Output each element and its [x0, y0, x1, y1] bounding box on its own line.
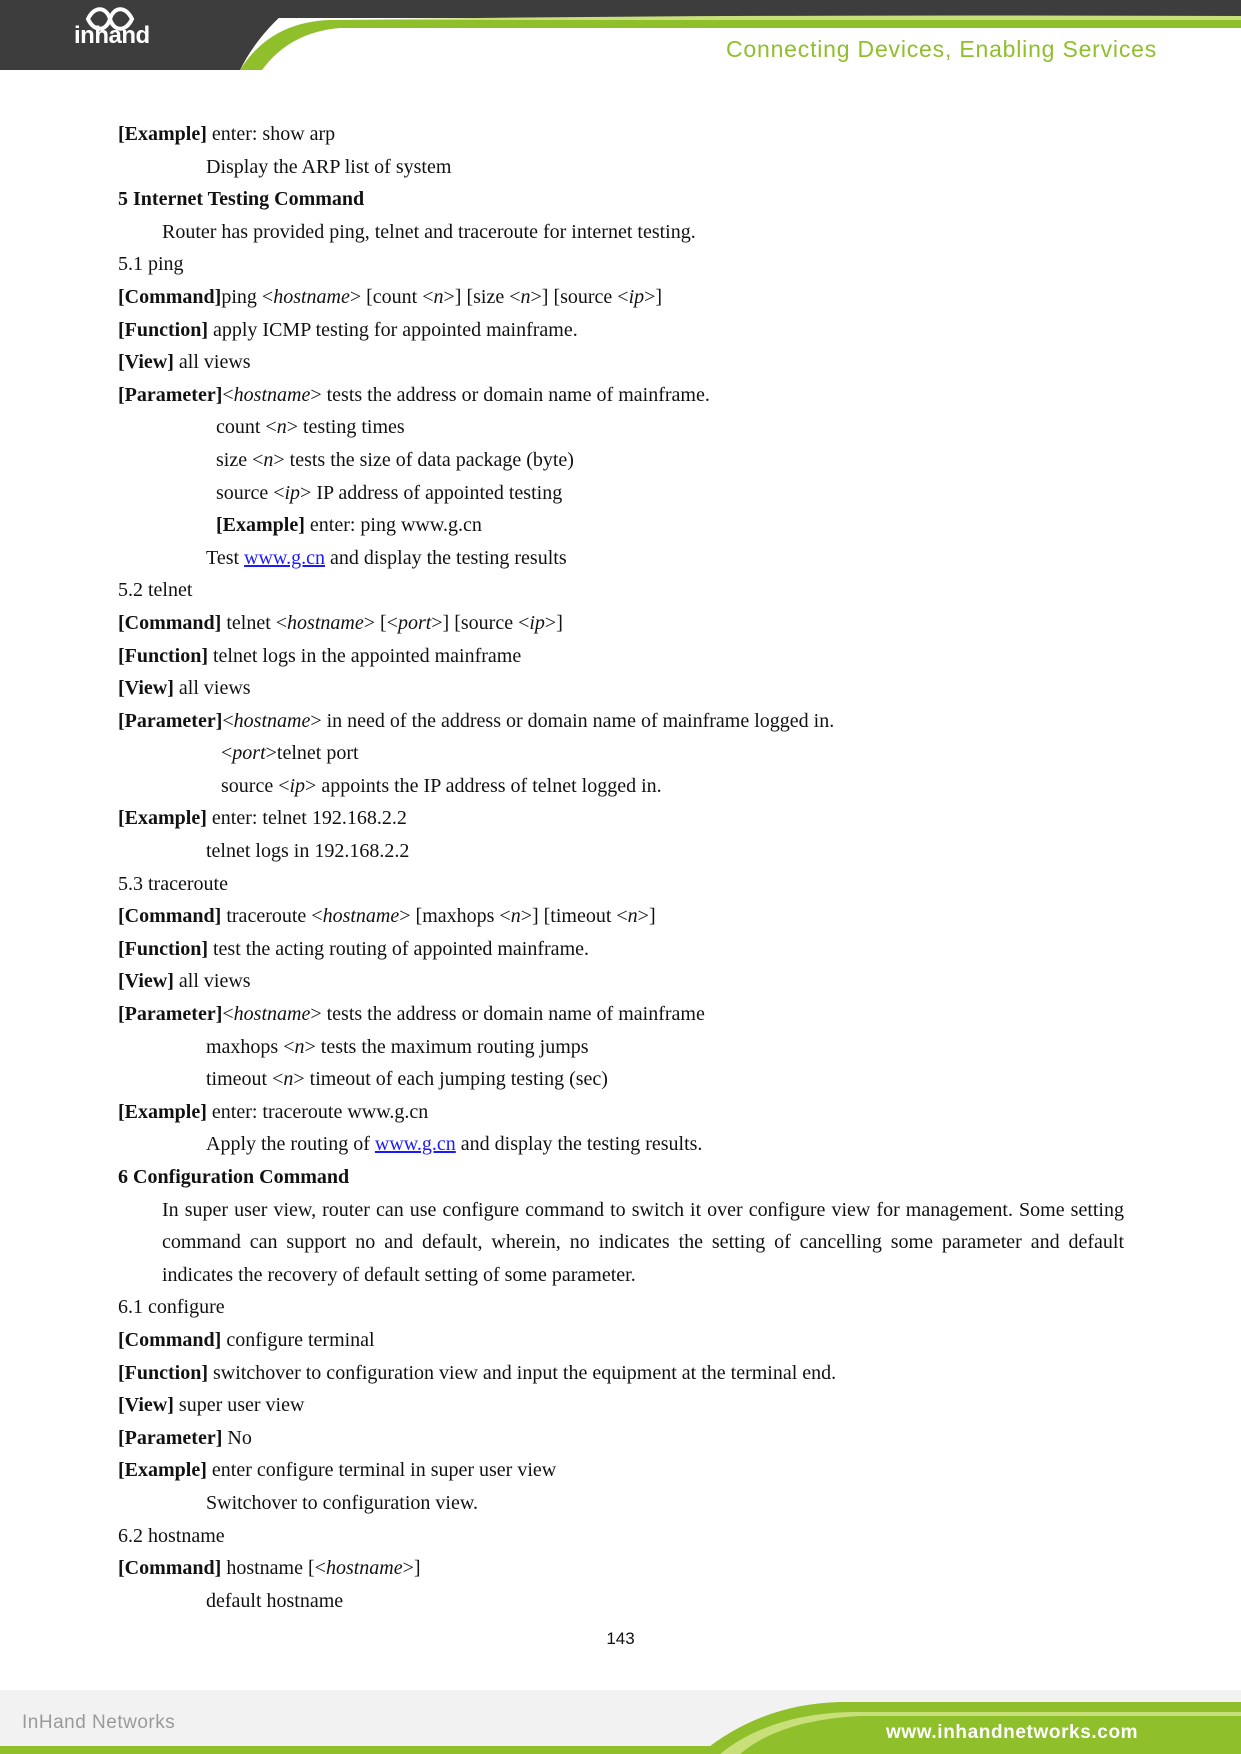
parameter-detail: size <n> tests the size of data package (byte) [216, 448, 574, 471]
command-line: [Command]ping <hostname> [count <n>] [size <n>] [source <ip>] [118, 285, 663, 308]
description-line: Apply the routing of www.g.cn and display the testing results. [206, 1133, 703, 1156]
logo-text: inhand [74, 22, 150, 49]
www-g-cn-link[interactable]: www.g.cn [244, 546, 325, 569]
subsection-heading: 5.2 telnet [118, 579, 193, 602]
section-heading: 6 Configuration Command [118, 1166, 350, 1188]
example-line: [Example] enter: traceroute www.g.cn [118, 1100, 429, 1123]
subsection-heading: 5.1 ping [118, 253, 184, 276]
page-number: 143 [606, 1629, 635, 1648]
parameter-line: [Parameter]<hostname> tests the address or domain name of mainframe [118, 1003, 705, 1026]
example-line: [Example] enter configure terminal in super user view [118, 1459, 557, 1482]
section-paragraph: In super user view, router can use configure command to switch it over configure view for management. Some setting command can support no and default, wherein, no indicates the setting of cancelling some parameter and default indicates the recovery of default setting of some parameter. [162, 1198, 1124, 1286]
function-line: [Function] apply ICMP testing for appointed mainframe. [118, 318, 578, 341]
parameter-line: [Parameter] No [118, 1426, 252, 1449]
section-heading: 5 Internet Testing Command [118, 188, 365, 211]
subsection-heading: 5.3 traceroute [118, 872, 228, 895]
view-line: [View] all views [118, 970, 251, 993]
header-tagline: Connecting Devices, Enabling Services [726, 36, 1158, 62]
example-line: [Example] enter: show arp [118, 123, 336, 145]
parameter-line: [Parameter]<hostname> tests the address or domain name of mainframe. [118, 383, 710, 406]
parameter-line: [Parameter]<hostname> in need of the address or domain name of mainframe logged in. [118, 709, 835, 732]
example-line: [Example] enter: ping www.g.cn [216, 514, 482, 537]
document-body [118, 118, 1124, 1617]
view-line: [View] all views [118, 351, 251, 374]
function-line: [Function] test the acting routing of appointed mainframe. [118, 937, 589, 960]
command-line: [Command] configure terminal [118, 1328, 375, 1351]
subsection-heading: 6.2 hostname [118, 1524, 225, 1547]
view-line: [View] super user view [118, 1394, 305, 1417]
function-line: [Function] telnet logs in the appointed mainframe [118, 644, 522, 667]
parameter-detail: count <n> testing times [216, 416, 405, 439]
page-header [0, 0, 1241, 70]
description-line: default hostname [206, 1589, 344, 1612]
view-line: [View] all views [118, 677, 251, 700]
description-line: Display the ARP list of system [206, 155, 452, 178]
command-line: [Command] hostname [<hostname>] [118, 1557, 421, 1580]
parameter-detail: source <ip> IP address of appointed testing [216, 481, 563, 504]
function-line: [Function] switchover to configuration view and input the equipment at the terminal end. [118, 1361, 837, 1384]
parameter-detail: <port>telnet port [221, 742, 359, 765]
parameter-detail: source <ip> appoints the IP address of telnet logged in. [221, 774, 662, 797]
www-g-cn-link[interactable]: www.g.cn [374, 1133, 456, 1156]
footer-website: www.inhandnetworks.com [886, 1722, 1139, 1743]
description-line: Switchover to configuration view. [206, 1491, 478, 1514]
section-intro: Router has provided ping, telnet and traceroute for internet testing. [162, 220, 696, 243]
parameter-detail: timeout <n> timeout of each jumping testing (sec) [206, 1068, 608, 1091]
parameter-detail: maxhops <n> tests the maximum routing jumps [206, 1035, 589, 1058]
command-line: [Command] traceroute <hostname> [maxhops <n>] [timeout <n>] [118, 905, 656, 928]
page-footer [0, 1690, 1241, 1754]
command-line: [Command] telnet <hostname> [<port>] [source <ip>] [118, 611, 563, 634]
footer-company-name: InHand Networks [22, 1712, 176, 1733]
example-line: [Example] enter: telnet 192.168.2.2 [118, 807, 407, 830]
description-line: telnet logs in 192.168.2.2 [206, 840, 410, 863]
subsection-heading: 6.1 configure [118, 1296, 225, 1319]
description-line: Test www.g.cn and display the testing results [206, 546, 567, 569]
